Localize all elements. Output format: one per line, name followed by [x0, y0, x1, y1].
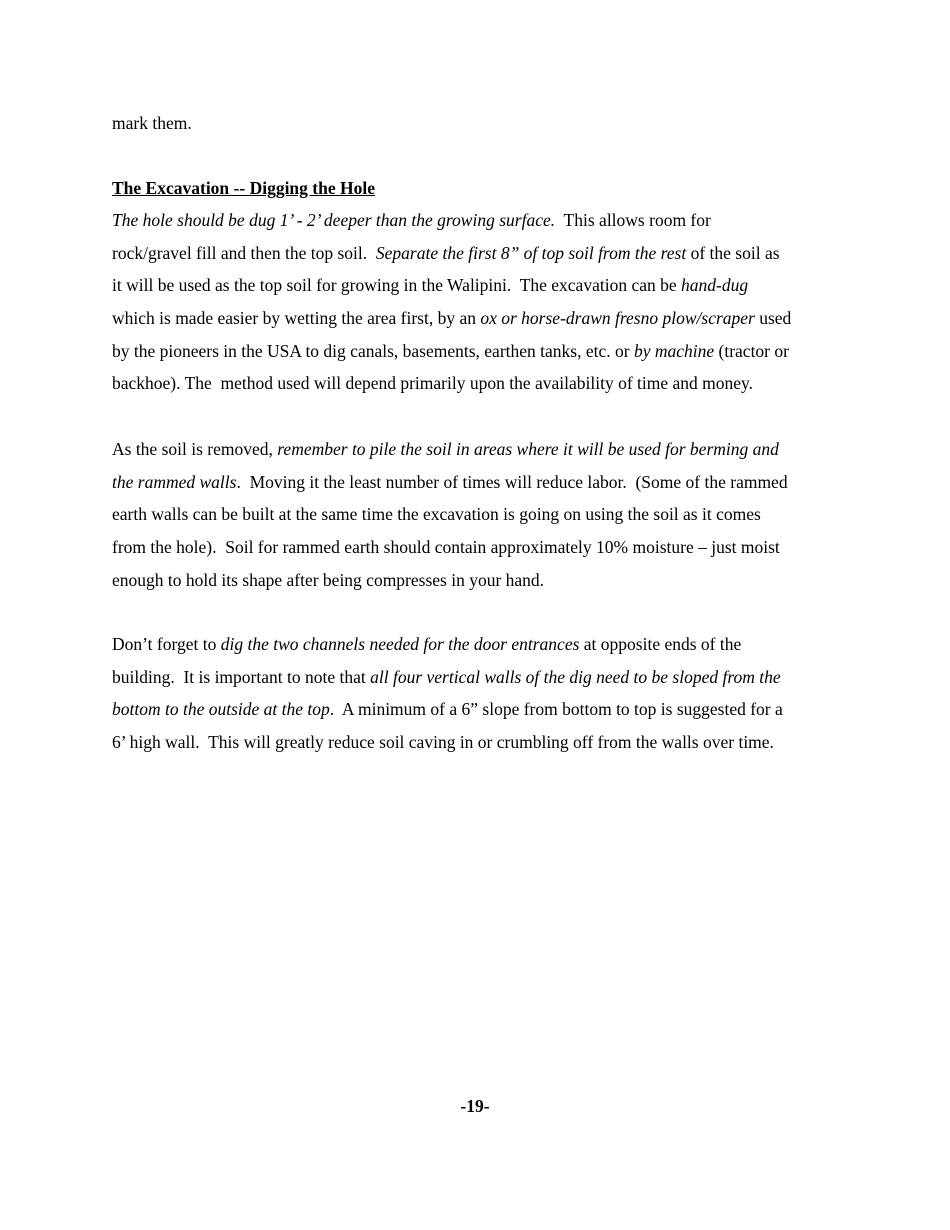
paragraph-line	[112, 693, 783, 726]
paragraph-line	[112, 661, 783, 694]
italic-text: The hole should be dug 1’ - 2’ deeper than the growing surface.	[112, 210, 556, 230]
carryover-text: mark them.	[112, 113, 192, 133]
italic-text: hand-dug	[681, 275, 749, 296]
body-text: 6’ high wall. This will greatly reduce soil caving in or crumbling off from the walls over time.	[112, 732, 774, 753]
paragraph-line	[112, 367, 791, 400]
paragraph-line	[112, 269, 791, 302]
paragraph-3	[112, 628, 783, 759]
body-text: This allows room for	[555, 210, 711, 230]
body-text: it will be used as the top soil for growing in the Walipini. The excavation can be	[112, 275, 681, 296]
body-text: earth walls can be built at the same time the excavation is going on using the soil as it comes	[112, 504, 761, 525]
body-text: As the soil is removed,	[112, 439, 278, 459]
italic-text: Separate the first 8” of top soil from the rest	[375, 242, 687, 263]
paragraph-2	[112, 433, 788, 596]
body-text: . Moving it the least number of times will reduce labor. (Some of the rammed	[236, 471, 788, 492]
paragraph-line	[112, 531, 788, 564]
body-text: which is made easier by wetting the area first, by an	[112, 308, 481, 329]
body-text: Don’t forget to	[112, 634, 221, 654]
paragraph-line	[112, 466, 788, 499]
body-text: . A minimum of a 6” slope from bottom to top is suggested for a	[329, 699, 783, 720]
body-text: (tractor or	[714, 340, 789, 361]
paragraph-line	[112, 433, 788, 466]
body-text: enough to hold its shape after being compresses in your hand.	[112, 569, 545, 590]
paragraph-line	[112, 204, 791, 237]
paragraph-line	[112, 237, 791, 270]
body-text: from the hole). Soil for rammed earth should contain approximately 10% moisture – just moist	[112, 537, 780, 558]
body-text: building. It is important to note that	[112, 666, 371, 687]
paragraph-line	[112, 564, 788, 597]
italic-text: remember to pile the soil in areas where it will be used for berming and	[277, 439, 779, 459]
paragraph-line	[112, 302, 791, 335]
italic-text: the rammed walls	[112, 471, 237, 492]
paragraph-line	[112, 498, 788, 531]
italic-text: ox or horse-drawn fresno plow/scraper	[480, 308, 755, 329]
italic-text: bottom to the outside at the top	[112, 699, 330, 720]
italic-text: by machine	[633, 340, 715, 361]
body-text: used	[754, 308, 792, 329]
body-text: rock/gravel fill and then the top soil.	[112, 242, 376, 263]
body-text: backhoe). The method used will depend primarily upon the availability of time and money.	[112, 373, 754, 394]
body-text: of the soil as	[686, 242, 780, 263]
page-number: -19-	[460, 1096, 490, 1116]
paragraph-line	[112, 628, 783, 661]
italic-text: all four vertical walls of the dig need to be sloped from the	[370, 666, 781, 687]
section-heading: The Excavation -- Digging the Hole	[112, 178, 375, 198]
body-text: by the pioneers in the USA to dig canals, basements, earthen tanks, etc. or	[112, 340, 634, 361]
italic-text: dig the two channels needed for the door entrances	[220, 634, 580, 654]
paragraph-line	[112, 335, 791, 368]
paragraph-1	[112, 204, 791, 400]
paragraph-line	[112, 726, 783, 759]
body-text: at opposite ends of the	[579, 634, 742, 654]
